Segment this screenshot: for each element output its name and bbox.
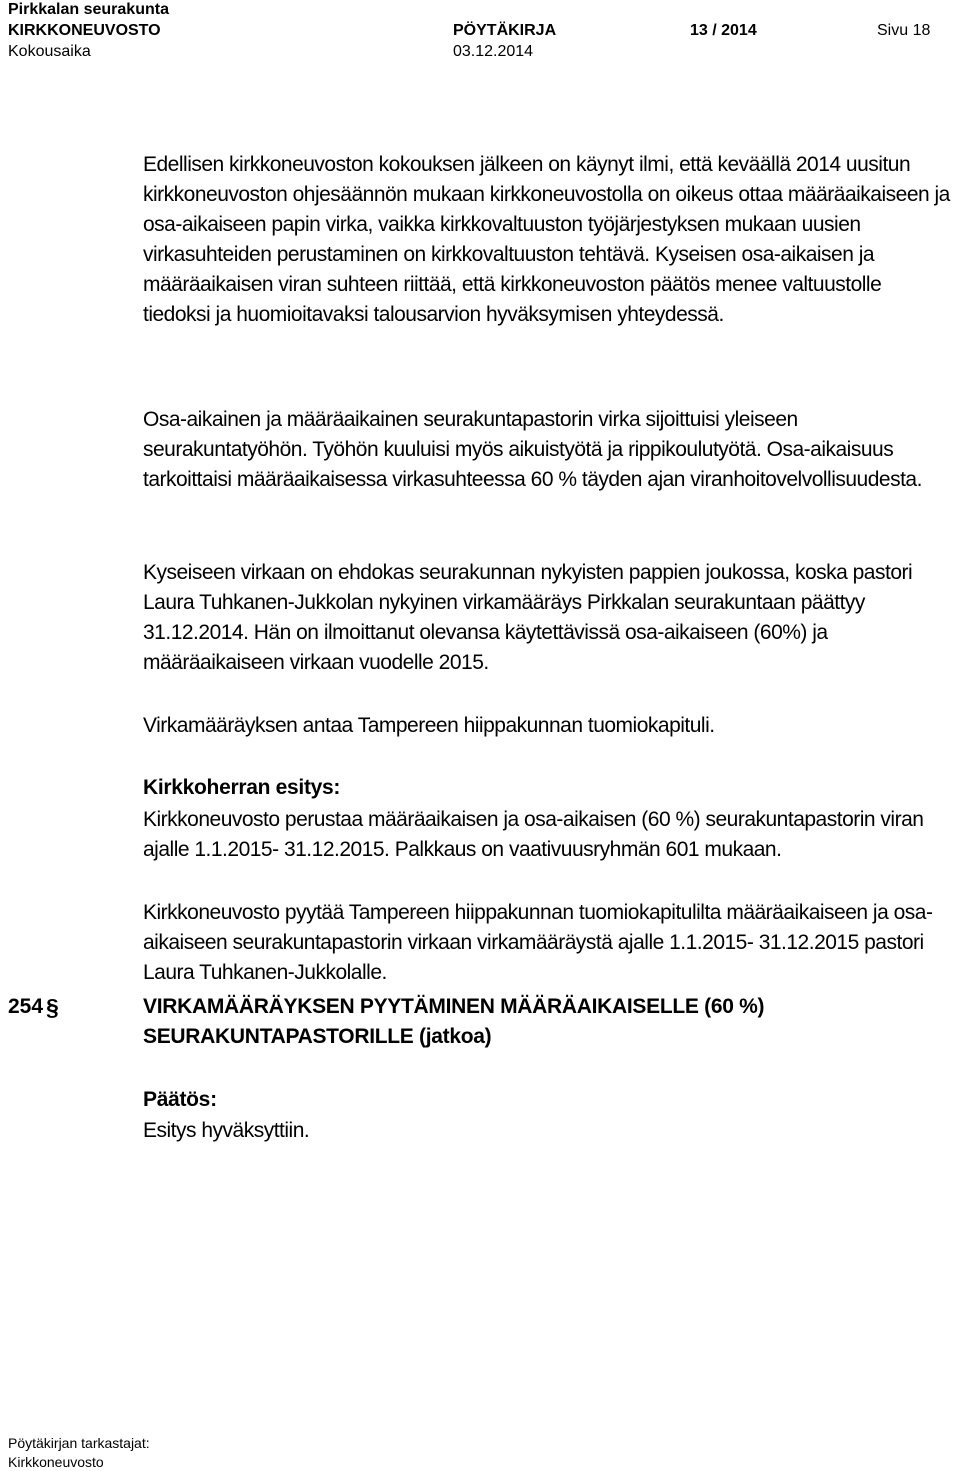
footer-body-name: Kirkkoneuvosto xyxy=(8,1454,104,1470)
proposal-text-2 xyxy=(143,898,951,988)
section-sign: § xyxy=(46,994,59,1020)
paragraph-text: Osa-aikainen ja määräaikainen seurakuntapastorin virka sijoittuisi yleiseen seurakuntatyöhön. Työhön kuuluisi myös aikuistyötä ja rippikoulutyötä. Osa-aikaisuus tarkoittaisi määräaikaisessa virkasuhteessa 60 % täyden ajan viranhoitovelvollisuudesta. xyxy=(143,408,922,491)
decision-text: Esitys hyväksyttiin. xyxy=(143,1119,310,1142)
footer-checkers-label: Pöytäkirjan tarkastajat: xyxy=(8,1435,150,1451)
paragraph-text: Virkamääräyksen antaa Tampereen hiippakunnan tuomiokapituli. xyxy=(143,714,715,737)
paragraph-text: Edellisen kirkkoneuvoston kokouksen jälkeen on käynyt ilmi, että keväällä 2014 uusitun kirkkoneuvoston ohjesäännön mukaan kirkkoneuvostolla on oikeus ottaa määräaikaiseen ja osa-aikaiseen papin virka, vaikka kirkkovaltuuston työjärjestyksen mukaan uusien virkasuhteiden perustaminen on kirkkovaltuuston tehtävä. Kyseisen osa-aikaisen ja määräaikaisen viran suhteen riittää, että kirkkoneuvoston päätös menee valtuustolle tiedoksi ja huomioitavaksi talousarvion hyväksymisen yhteydessä. xyxy=(143,153,950,326)
meeting-label: Kokousaika xyxy=(8,43,91,60)
decision-heading: Päätös: xyxy=(143,1088,217,1111)
proposal-text-1 xyxy=(143,805,951,865)
proposal-text: Kirkkoneuvosto pyytää Tampereen hiippakunnan tuomiokapitulilta määräaikaiseen ja osa-aikaiseen seurakuntapastorin virkaan virkamääräystä ajalle 1.1.2015- 31.12.2015 pastori Laura Tuhkanen-Jukkolalle. xyxy=(143,901,933,984)
paragraph-2 xyxy=(143,405,951,495)
paragraph-1 xyxy=(143,150,951,330)
paragraph-text: Kyseiseen virkaan on ehdokas seurakunnan nykyisten pappien joukossa, koska pastori Laura Tuhkanen-Jukkolan nykyinen virkamääräys Pirkkalan seurakuntaan päättyy 31.12.2014. Hän on ilmoittanut olevansa käytettävissä osa-aikaiseen (60%) ja määräaikaiseen virkaan vuodelle 2015. xyxy=(143,561,913,674)
section-title-line-2: SEURAKUNTAPASTORILLE (jatkoa) xyxy=(143,1025,492,1048)
section-title-line-1: VIRKAMÄÄRÄYKSEN PYYTÄMINEN MÄÄRÄAIKAISELLE (60 %) xyxy=(143,995,765,1018)
proposal-heading: Kirkkoherran esitys: xyxy=(143,776,341,799)
paragraph-3 xyxy=(143,558,951,678)
doc-type: PÖYTÄKIRJA xyxy=(453,22,557,39)
minutes-number: 13 / 2014 xyxy=(690,22,757,39)
proposal-text: Kirkkoneuvosto perustaa määräaikaisen ja osa-aikaisen (60 %) seurakuntapastorin viran ajalle 1.1.2015- 31.12.2015. Palkkaus on vaativuusryhmän 601 mukaan. xyxy=(143,808,924,861)
section-number: 254 xyxy=(8,995,44,1018)
paragraph-4 xyxy=(143,711,951,741)
body-name: KIRKKONEUVOSTO xyxy=(8,22,161,39)
meeting-date: 03.12.2014 xyxy=(453,43,534,60)
page-number: Sivu 18 xyxy=(877,22,931,39)
organization-name: Pirkkalan seurakunta xyxy=(8,1,169,18)
